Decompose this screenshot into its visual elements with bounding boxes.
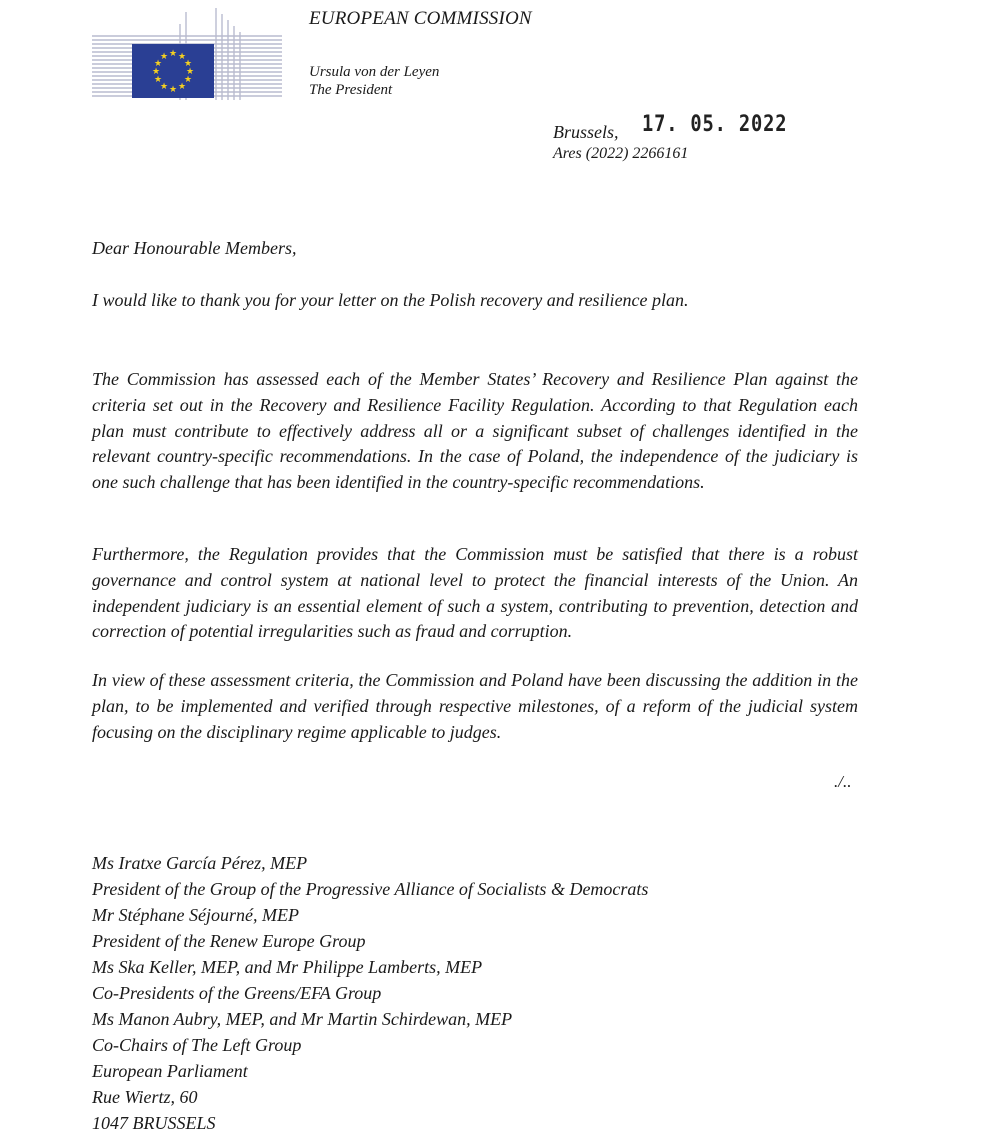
date-stamp: 17. 05. 2022 — [642, 112, 788, 137]
body-paragraph: Furthermore, the Regulation provides that the Commission must be satisfied that there is a robust governance and control system at national level to protect the financial interests of the Union. An independent judiciary is an essential element of such a system, contributing to prevention, detection and correction of potential irregularities such as fraud and corruption. — [92, 544, 858, 642]
addressee-line: Rue Wiertz, 60 — [92, 1087, 198, 1107]
svg-text:★: ★ — [153, 75, 163, 85]
continuation-mark: ./.. — [834, 772, 852, 791]
svg-text:★: ★ — [159, 52, 169, 62]
signatory-name: Ursula von der Leyen — [309, 64, 440, 80]
svg-text:★: ★ — [168, 49, 178, 59]
reference-number: Ares (2022) 2266161 — [553, 145, 689, 162]
addressee-line: Ms Ska Keller, MEP, and Mr Philippe Lamberts, MEP — [92, 957, 483, 977]
svg-text:★: ★ — [185, 67, 195, 77]
addressee-line: President of the Group of the Progressive Alliance of Socialists & Democrats — [92, 879, 649, 899]
addressee-line: Co-Chairs of The Left Group — [92, 1035, 302, 1055]
organization-title: EUROPEAN COMMISSION — [309, 8, 532, 29]
svg-text:★: ★ — [177, 52, 187, 62]
svg-text:★: ★ — [177, 82, 187, 92]
addressee-line: European Parliament — [92, 1061, 248, 1081]
svg-text:★: ★ — [159, 82, 169, 92]
addressee-line: President of the Renew Europe Group — [92, 931, 366, 951]
addressee-line: 1047 BRUSSELS — [92, 1113, 216, 1133]
addressee-line: Ms Manon Aubry, MEP, and Mr Martin Schirdewan, MEP — [92, 1009, 513, 1029]
svg-text:★: ★ — [183, 59, 193, 69]
addressee-line: Ms Iratxe García Pérez, MEP — [92, 853, 308, 873]
salutation: Dear Honourable Members, — [92, 238, 297, 258]
body-paragraph: The Commission has assessed each of the Member States’ Recovery and Resilience Plan against the criteria set out in the Recovery and Resilience Facility Regulation. According to that Regulation each plan must contribute to effectively address all or a significant subset of challenges identified in the relevant country-specific recommendations. In the case of Poland, the independence of the judiciary is one such challenge that has been identified in the country-specific recommendations. — [92, 369, 858, 493]
intro-paragraph: I would like to thank you for your letter on the Polish recovery and resilience plan. — [92, 290, 689, 310]
european-commission-logo — [92, 8, 282, 100]
body-paragraph: In view of these assessment criteria, the Commission and Poland have been discussing the addition in the plan, to be implemented and verified through respective milestones, of a reform of the judicial system focusing on the disciplinary regime applicable to judges. — [92, 670, 858, 742]
svg-text:★: ★ — [151, 67, 161, 77]
dateline-place: Brussels, — [553, 122, 619, 142]
signatory-role: The President — [309, 82, 393, 98]
svg-text:★: ★ — [183, 75, 193, 85]
addressee-block — [92, 850, 648, 1136]
addressee-line: Mr Stéphane Séjourné, MEP — [92, 905, 299, 925]
addressee-line: Co-Presidents of the Greens/EFA Group — [92, 983, 382, 1003]
svg-text:★: ★ — [153, 59, 163, 69]
svg-text:★: ★ — [168, 85, 178, 95]
